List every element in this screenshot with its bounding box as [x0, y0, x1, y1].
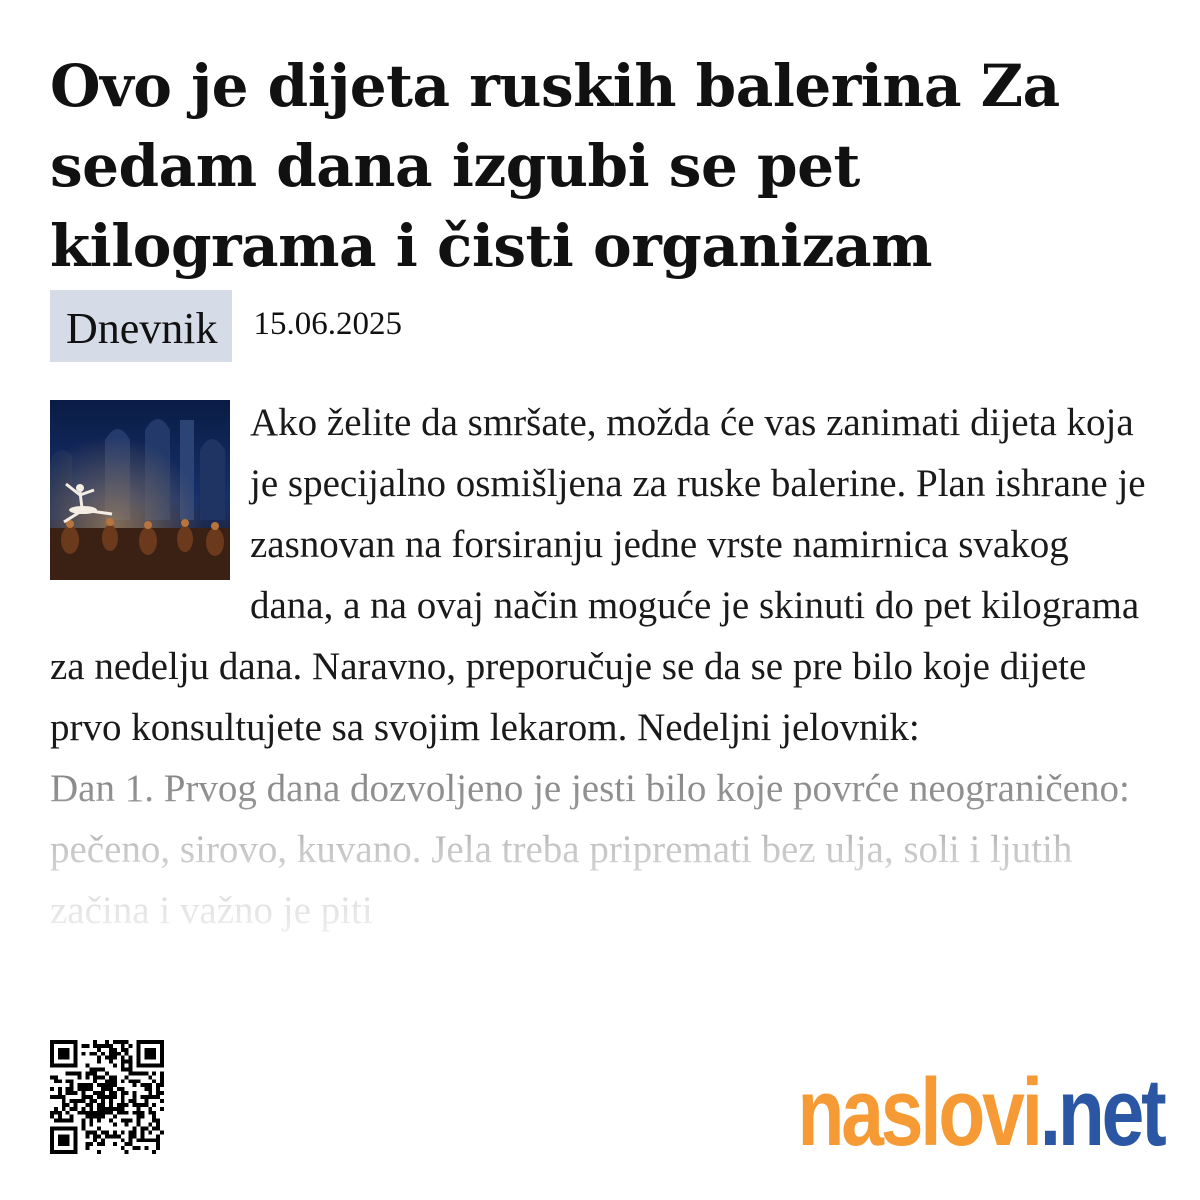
article-body-faded: Dan 1. Prvog dana dozvoljeno je jesti bilo koje povrće neograničeno: pečeno, sirovo, kuvano. Jela treba pripremati bez ulja, soli i ljutih začina i važno je piti: [50, 758, 1160, 941]
source-badge[interactable]: Dnevnik: [50, 290, 232, 362]
article-body-text: Ako želite da smršate, možda će vas zanimati dijeta koja je specijalno osmišljena za ruske balerine. Plan ishrane je zasnovan na forsiranju jedne vrste namirnica svakog dana, a na ovaj način moguće je skinuti do pet kilograma za nedelju dana. Naravno, preporučuje se da se pre bilo koje dijete prvo konsultujete sa svojim lekarom. Nedeljni jelovnik:: [50, 401, 1146, 749]
article-title[interactable]: Ovo je dijeta ruskih balerina Za sedam dana izgubi se pet kilograma i čisti organizam: [50, 52, 1060, 280]
ballet-stage-image: [50, 400, 230, 580]
qr-code[interactable]: [50, 1040, 164, 1154]
article-thumbnail[interactable]: [50, 400, 230, 580]
naslovi-net-logo[interactable]: naslovi.net: [797, 1059, 1163, 1166]
article-body: [50, 392, 1160, 941]
article-meta: [50, 290, 402, 362]
publish-date: 15.06.2025: [253, 306, 403, 342]
